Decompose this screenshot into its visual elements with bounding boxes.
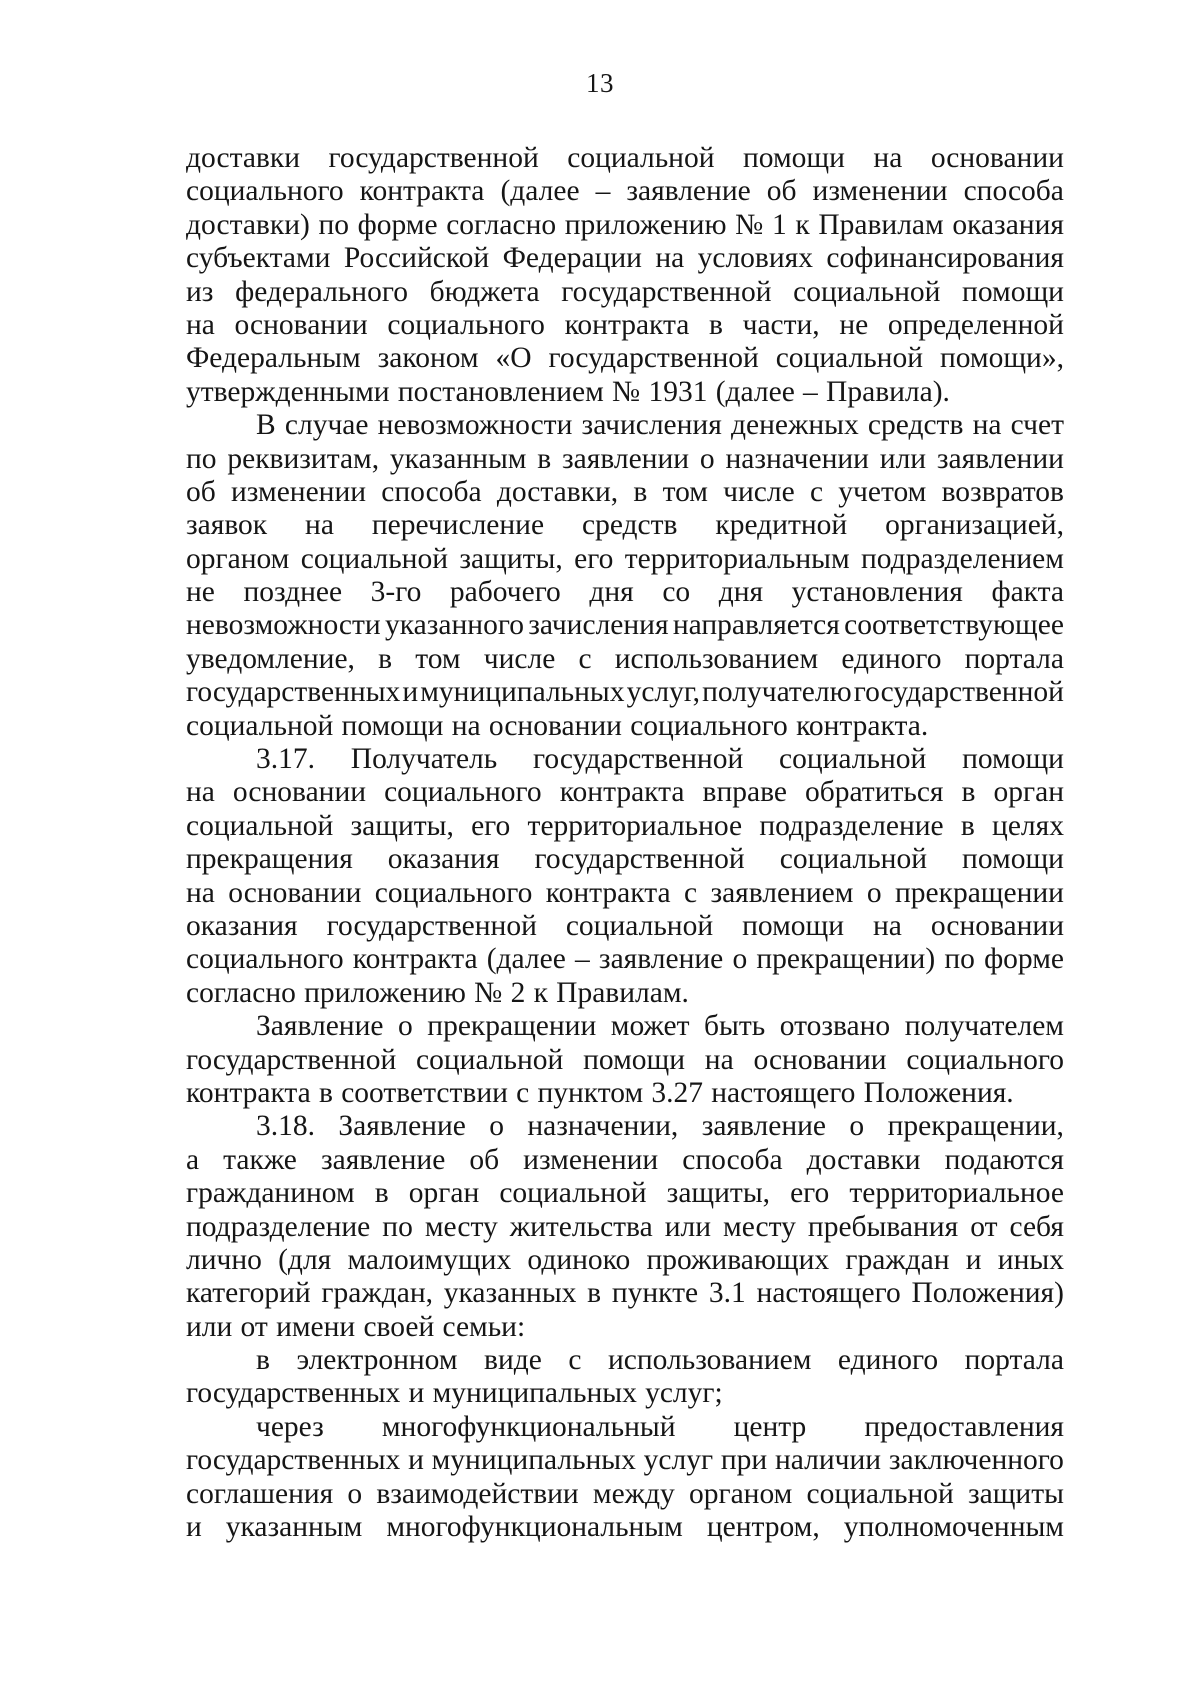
text-line: и указанным многофункциональным центром, уполномоченным (186, 1511, 1064, 1544)
text-line: на основании социального контракта вправе обратиться в орган (186, 776, 1064, 809)
document-body (186, 142, 1064, 1544)
text-line: 3.17. Получатель государственной социальной помощи (256, 743, 1064, 776)
page-number: 13 (586, 68, 614, 98)
text-line: на основании социального контракта в части, не определенной (186, 308, 1064, 341)
text-line: доставки государственной социальной помощи на основании (186, 142, 1064, 174)
text-line: государственных и муниципальных услуг при наличии заключенного (186, 1444, 1064, 1477)
text-line: на основании социального контракта с заявлением о прекращении (186, 876, 1064, 909)
text-line: социального контракта (далее – заявление об изменении способа (186, 175, 1064, 208)
text-line: из федерального бюджета государственной социальной помощи (186, 275, 1064, 308)
text-line: уведомление, в том числе с использованием единого портала (186, 642, 1064, 675)
text-line: подразделение по месту жительства или месту пребывания от себя (186, 1210, 1064, 1243)
text-line: Заявление о прекращении может быть отозвано получателем (256, 1010, 1064, 1043)
text-line: социальной помощи на основании социального контракта. (186, 709, 929, 742)
text-line: 3.18. Заявление о назначении, заявление о прекращении, (256, 1110, 1064, 1143)
text-line: соглашения о взаимодействии между органом социальной защиты (186, 1477, 1064, 1510)
text-line: лично (для малоимущих одиноко проживающих граждан и иных (186, 1243, 1064, 1276)
text-line: или от имени своей семьи: (186, 1310, 526, 1343)
text-line: в электронном виде с использованием единого портала (256, 1344, 1064, 1377)
text-line: органом социальной защиты, его территориальным подразделением (186, 542, 1064, 575)
text-line: не позднее 3-го рабочего дня со дня установления факта (186, 576, 1064, 609)
text-line: а также заявление об изменении способа доставки подаются (186, 1143, 1064, 1176)
text-line: государственных и муниципальных услуг; (186, 1377, 723, 1410)
text-line: утвержденными постановлением № 1931 (далее – Правила). (186, 375, 950, 408)
text-line: Федеральным законом «О государственной социальной помощи», (186, 342, 1064, 375)
text-line: через многофункциональный центр предоставления (256, 1410, 1064, 1443)
text-line: согласно приложению № 2 к Правилам. (186, 976, 689, 1009)
text-line: субъектами Российской Федерации на условиях софинансирования (186, 242, 1064, 275)
text-line: доставки) по форме согласно приложению № 1 к Правилам оказания (186, 208, 1064, 241)
text-line: социальной защиты, его территориальное подразделение в целях (186, 809, 1064, 842)
text-line: по реквизитам, указанным в заявлении о назначении или заявлении (186, 442, 1064, 475)
text-line: невозможности указанного зачисления направляется соответствующее (186, 609, 1064, 642)
text-line: об изменении способа доставки, в том числе с учетом возвратов (186, 475, 1064, 508)
text-line: социального контракта (далее – заявление о прекращении) по форме (186, 943, 1064, 976)
text-line: заявок на перечисление средств кредитной организацией, (186, 509, 1064, 542)
text-line: государственной социальной помощи на основании социального (186, 1043, 1064, 1076)
text-line: прекращения оказания государственной социальной помощи (186, 843, 1064, 876)
text-line: категорий граждан, указанных в пункте 3.1 настоящего Положения) (186, 1277, 1064, 1310)
text-line: В случае невозможности зачисления денежных средств на счет (256, 409, 1064, 442)
text-line: гражданином в орган социальной защиты, его территориальное (186, 1177, 1064, 1210)
text-line: оказания государственной социальной помощи на основании (186, 909, 1064, 942)
text-line: контракта в соответствии с пунктом 3.27 настоящего Положения. (186, 1076, 1014, 1109)
text-line: государственных и муниципальных услуг, получателю государственной (186, 676, 1064, 709)
